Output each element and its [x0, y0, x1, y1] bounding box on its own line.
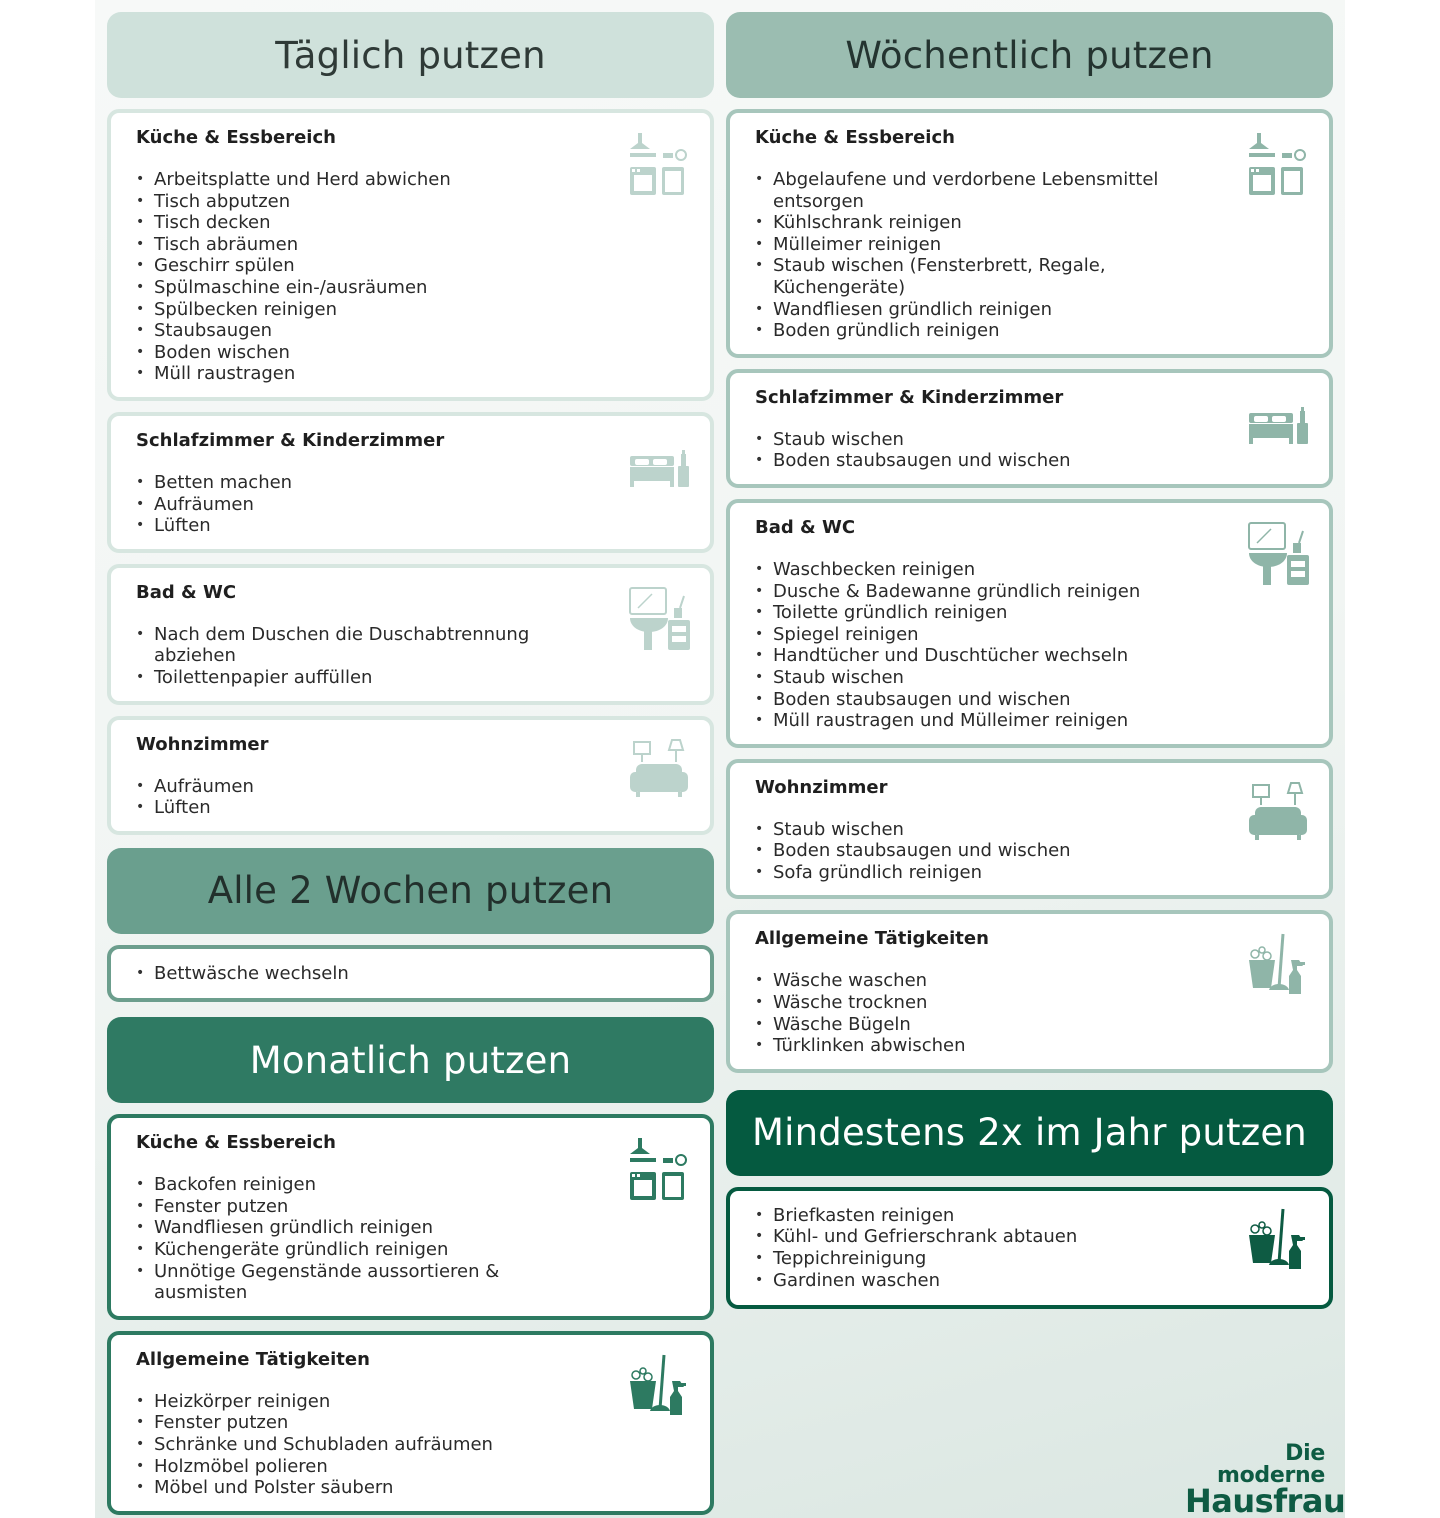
- section-card: [107, 412, 714, 553]
- yearly-title: Mindestens 2x im Jahr putzen: [752, 1111, 1307, 1155]
- list-item: • Betten machen: [136, 472, 556, 494]
- list-item: • Lüften: [136, 515, 556, 537]
- list-item: • Fenster putzen: [136, 1412, 556, 1434]
- task-list: [755, 970, 1305, 1056]
- list-item: • Boden staubsaugen und wischen: [755, 689, 1175, 711]
- list-item: • Teppichreinigung: [755, 1248, 1175, 1270]
- list-item: • Boden staubsaugen und wischen: [755, 840, 1175, 862]
- weekly-sections: [726, 109, 1333, 1073]
- list-item: • Kühl- und Gefrierschrank abtauen: [755, 1226, 1175, 1248]
- list-item: • Bettwäsche wechseln: [136, 963, 556, 985]
- section-heading: Allgemeine Tätigkeiten: [755, 928, 989, 950]
- list-item: • Aufräumen: [136, 494, 556, 516]
- right-column: [726, 12, 1333, 1309]
- section-card: [726, 910, 1333, 1072]
- yearly-list: [755, 1205, 1305, 1291]
- monthly-sections: [107, 1114, 714, 1515]
- list-item: • Fenster putzen: [136, 1196, 556, 1218]
- kitchen-icon: [628, 131, 690, 197]
- list-item: • Wäsche waschen: [755, 970, 1175, 992]
- section-card: [107, 1114, 714, 1320]
- list-item: • Nach dem Duschen die Duschabtrennung abziehen: [136, 624, 556, 667]
- list-item: • Wandfliesen gründlich reinigen: [755, 299, 1175, 321]
- kitchen-icon: [628, 1136, 690, 1202]
- task-list: [136, 472, 686, 537]
- cleaning-supplies-icon: [628, 1353, 690, 1419]
- weekly-title: Wöchentlich putzen: [845, 33, 1214, 77]
- sofa-icon: [628, 738, 690, 804]
- brand-line2: Hausfrau: [1185, 1482, 1345, 1518]
- section-card: [107, 109, 714, 401]
- task-list: [136, 776, 686, 819]
- list-item: • Boden staubsaugen und wischen: [755, 450, 1175, 472]
- list-item: • Spülmaschine ein-/ausräumen: [136, 277, 556, 299]
- section-heading: Bad & WC: [136, 581, 237, 603]
- monthly-header: [107, 1017, 714, 1103]
- section-card: [726, 109, 1333, 358]
- section-card: [726, 369, 1333, 488]
- list-item: • Toilette gründlich reinigen: [755, 602, 1175, 624]
- task-list: [755, 169, 1305, 342]
- daily-sections: [107, 109, 714, 835]
- list-item: • Spiegel reinigen: [755, 624, 1175, 646]
- list-item: • Tisch abräumen: [136, 234, 556, 256]
- list-item: • Staub wischen: [755, 819, 1175, 841]
- cleaning-supplies-icon: [1247, 1207, 1309, 1273]
- section-heading: Wohnzimmer: [755, 776, 888, 798]
- list-item: • Staub wischen: [755, 429, 1175, 451]
- yearly-header: [726, 1090, 1333, 1176]
- list-item: • Küchengeräte gründlich reinigen: [136, 1239, 556, 1261]
- task-list: [755, 819, 1305, 884]
- daily-title: Täglich putzen: [275, 33, 546, 77]
- list-item: • Aufräumen: [136, 776, 556, 798]
- sofa-icon: [1247, 781, 1309, 847]
- brand-line1: Die moderne: [1216, 1441, 1325, 1488]
- list-item: • Wäsche trocknen: [755, 992, 1175, 1014]
- list-item: • Heizkörper reinigen: [136, 1391, 556, 1413]
- list-item: • Geschirr spülen: [136, 255, 556, 277]
- section-card: [107, 564, 714, 705]
- section-card: [726, 759, 1333, 900]
- task-list: [136, 1391, 686, 1499]
- bed-icon: [1247, 391, 1309, 457]
- bathroom-icon: [1247, 521, 1309, 587]
- list-item: • Müll raustragen: [136, 363, 556, 385]
- task-list: [136, 1174, 686, 1304]
- weekly-header: [726, 12, 1333, 98]
- list-item: • Spülbecken reinigen: [136, 299, 556, 321]
- biweekly-list: [136, 963, 686, 985]
- list-item: • Abgelaufene und verdorbene Lebensmittel entsorgen: [755, 169, 1175, 212]
- daily-header: [107, 12, 714, 98]
- list-item: • Waschbecken reinigen: [755, 559, 1175, 581]
- cleaning-supplies-icon: [1247, 932, 1309, 998]
- list-item: • Staub wischen: [755, 667, 1175, 689]
- list-item: • Tisch decken: [136, 212, 556, 234]
- biweekly-header: [107, 848, 714, 934]
- left-column: [107, 12, 714, 1515]
- task-list: [755, 559, 1305, 732]
- list-item: • Backofen reinigen: [136, 1174, 556, 1196]
- list-item: • Türklinken abwischen: [755, 1035, 1175, 1057]
- section-card: [726, 499, 1333, 748]
- section-heading: Küche & Essbereich: [136, 127, 336, 148]
- list-item: • Mülleimer reinigen: [755, 234, 1175, 256]
- list-item: • Wandfliesen gründlich reinigen: [136, 1217, 556, 1239]
- list-item: • Möbel und Polster säubern: [136, 1477, 556, 1499]
- list-item: • Tisch abputzen: [136, 191, 556, 213]
- bed-icon: [628, 434, 690, 500]
- section-card: [107, 716, 714, 835]
- section-heading: Bad & WC: [755, 516, 856, 538]
- yearly-card: [726, 1187, 1333, 1309]
- list-item: • Wäsche Bügeln: [755, 1014, 1175, 1036]
- list-item: • Boden wischen: [136, 342, 556, 364]
- task-list: [136, 624, 686, 689]
- bathroom-icon: [628, 586, 690, 652]
- list-item: • Handtücher und Duschtücher wechseln: [755, 645, 1175, 667]
- list-item: • Kühlschrank reinigen: [755, 212, 1175, 234]
- list-item: • Boden gründlich reinigen: [755, 320, 1175, 342]
- kitchen-icon: [1247, 131, 1309, 197]
- brand-logo: [1185, 1441, 1345, 1518]
- list-item: • Sofa gründlich reinigen: [755, 862, 1175, 884]
- list-item: • Toilettenpapier auffüllen: [136, 667, 556, 689]
- list-item: • Staubsaugen: [136, 320, 556, 342]
- biweekly-title: Alle 2 Wochen putzen: [207, 869, 614, 913]
- list-item: • Staub wischen (Fensterbrett, Regale, Küchengeräte): [755, 255, 1175, 298]
- section-card: [107, 1331, 714, 1515]
- section-heading: Küche & Essbereich: [755, 127, 955, 148]
- list-item: • Lüften: [136, 797, 556, 819]
- monthly-title: Monatlich putzen: [249, 1038, 572, 1082]
- task-list: [755, 429, 1305, 472]
- section-heading: Schlafzimmer & Kinderzimmer: [755, 386, 1064, 408]
- task-list: [136, 169, 686, 385]
- cleaning-plan-page: [95, 0, 1345, 1518]
- list-item: • Unnötige Gegenstände aussortieren & ausmisten: [136, 1261, 556, 1304]
- list-item: • Müll raustragen und Mülleimer reinigen: [755, 710, 1175, 732]
- list-item: • Schränke und Schubladen aufräumen: [136, 1434, 556, 1456]
- list-item: • Holzmöbel polieren: [136, 1456, 556, 1478]
- section-heading: Wohnzimmer: [136, 733, 269, 755]
- biweekly-card: [107, 945, 714, 1003]
- list-item: • Dusche & Badewanne gründlich reinigen: [755, 581, 1175, 603]
- section-heading: Schlafzimmer & Kinderzimmer: [136, 429, 445, 451]
- list-item: • Arbeitsplatte und Herd abwichen: [136, 169, 556, 191]
- list-item: • Briefkasten reinigen: [755, 1205, 1175, 1227]
- section-heading: Küche & Essbereich: [136, 1132, 336, 1154]
- list-item: • Gardinen waschen: [755, 1270, 1175, 1292]
- section-heading: Allgemeine Tätigkeiten: [136, 1348, 370, 1370]
